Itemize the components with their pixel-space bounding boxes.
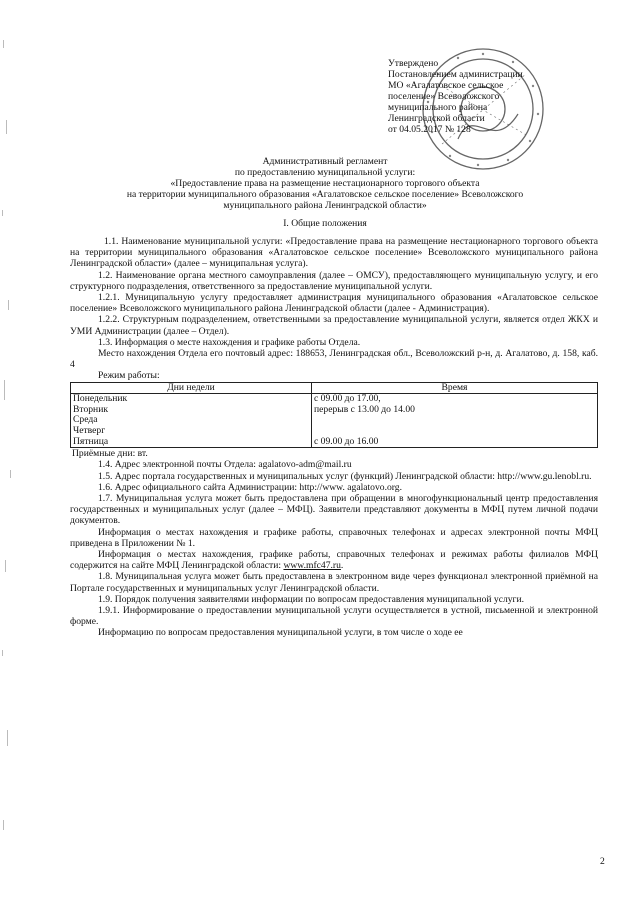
mfc-branches-text: Информация о местах нахождения, графике работы, справочных телефонах и режимах работы филиалов МФЦ содержится на сайте МФЦ Ленинградской области: [70,549,598,572]
mfc-website-link[interactable]: www.mfc47.ru [283,560,341,572]
schedule-day: Четверг [73,425,106,437]
mfc-branches-end: . [340,560,344,572]
paragraph-1-4: 1.4. Адрес электронной почты Отдела: agalatovo-adm@mail.ru [98,459,352,471]
title-line: по предоставлению муниципальной услуги: [234,167,416,178]
approval-line: от 04.05.2017 № 128 [388,124,471,135]
section-heading: I. Общие положения [283,218,367,229]
paragraph-1-2-2: 1.2.2. Структурным подразделением, ответственными за предоставление муниципальной услуги, является отдел ЖКХ и УМИ Администрации (далее – Отдел). [70,314,598,337]
schedule-days-cell [71,394,312,448]
schedule-header-time: Время [312,382,598,394]
title-line: «Предоставление права на размещение нестационарного торгового объекта [170,178,480,189]
schedule-time-friday: с 09.00 до 16.00 [314,435,379,447]
paragraph-1-8: 1.8. Муниципальная услуга может быть предоставлена в электронном виде через функционал электронной приёмной на Портале государственных и муниципальных услуг Ленинградской области. [70,571,598,594]
schedule-time: перерыв с 13.00 до 14.00 [314,403,415,415]
schedule-day: Среда [73,414,98,426]
paragraph-1-5: 1.5. Адрес портала государственных и муниципальных услуг (функций) Ленинградской области: http://www.gu.lenobl.ru. [98,470,592,482]
paragraph-1-2: 1.2. Наименование органа местного самоуправления (далее – ОМСУ), предоставляющего муниципальную услугу, и его структурного подразделения, ответственного за предоставление муниципальной услуги. [70,269,598,292]
paragraph-1-7: 1.7. Муниципальная услуга может быть предоставлена при обращении в многофункциональный центр предоставления государственных и муниципальных услуг (далее – МФЦ). Заявители представляют документы в МФЦ путем личной подачи документов. [70,493,598,527]
schedule-day: Понедельник [73,393,128,405]
paragraph-1-9: 1.9. Порядок получения заявителями информации по вопросам предоставления муниципальной услуги. [98,593,524,605]
schedule-time-cell [312,394,598,448]
paragraph-reception: Приёмные дни: вт. [72,448,148,460]
paragraph-1-3: 1.3. Информация о месте нахождения и графике работы Отдела. [98,336,361,348]
schedule-header-days: Дни недели [71,382,312,394]
approval-line: Утверждено [388,58,439,69]
approval-line: Ленинградской области [388,113,485,124]
paragraph-work-mode: Режим работы: [98,370,160,382]
document-title [60,156,590,211]
paragraph-1-6: 1.6. Адрес официального сайта Администрации: http://www. agalatovo.org. [98,481,402,493]
paragraph-address: Место нахождения Отдела его почтовый адрес: 188653, Ленинградская обл., Всеволожский р-н, д. Агалатово, д. 158, каб. 4 [70,348,598,371]
page-number: 2 [600,856,605,867]
approval-block [388,58,588,135]
schedule-table [70,382,598,449]
title-line: муниципального района Ленинградской области» [223,200,427,211]
paragraph-last: Информацию по вопросам предоставления муниципальной услуги, в том числе о ходе ее [98,627,463,639]
paragraph-1-1: 1.1. Наименование муниципальной услуги: «Предоставление права на размещение нестационарного торгового объекта на территории муниципального образования «Агалатовское сельское поселение» Всеволожского муниципального района Ленинградской области» (далее – муниципальная услуга). [70,236,598,270]
paragraph-mfc-info: Информация о местах нахождения и графике работы, справочных телефонах и адресах электронной почты МФЦ приведена в Приложении № 1. [70,526,598,549]
schedule-day: Вторник [73,403,108,415]
approval-line: поселение» Всеволожского [388,91,500,102]
approval-line: муниципального района [388,102,488,113]
approval-line: Постановлением администрации [388,69,523,80]
paragraph-mfc-branches [70,549,598,571]
schedule-time: с 09.00 до 17.00, [314,393,381,405]
approval-line: МО «Агалатовское сельское [388,80,504,91]
title-line: на территории муниципального образования «Агалатовское сельское поселение» Всеволожского [126,189,524,200]
schedule-day: Пятница [73,435,109,447]
paragraph-1-9-1: 1.9.1. Информирование о предоставлении муниципальной услуги осуществляется в устной, письменной и электронной форме. [70,605,598,628]
title-line: Административный регламент [262,156,388,167]
paragraph-1-2-1: 1.2.1. Муниципальную услугу предоставляет администрация муниципального образования «Агалатовское сельское поселение» Всеволожского муниципального района Ленинградской области (далее - Администрация). [70,292,598,315]
document-body [70,236,598,639]
scan-edge-noise [0,0,22,905]
